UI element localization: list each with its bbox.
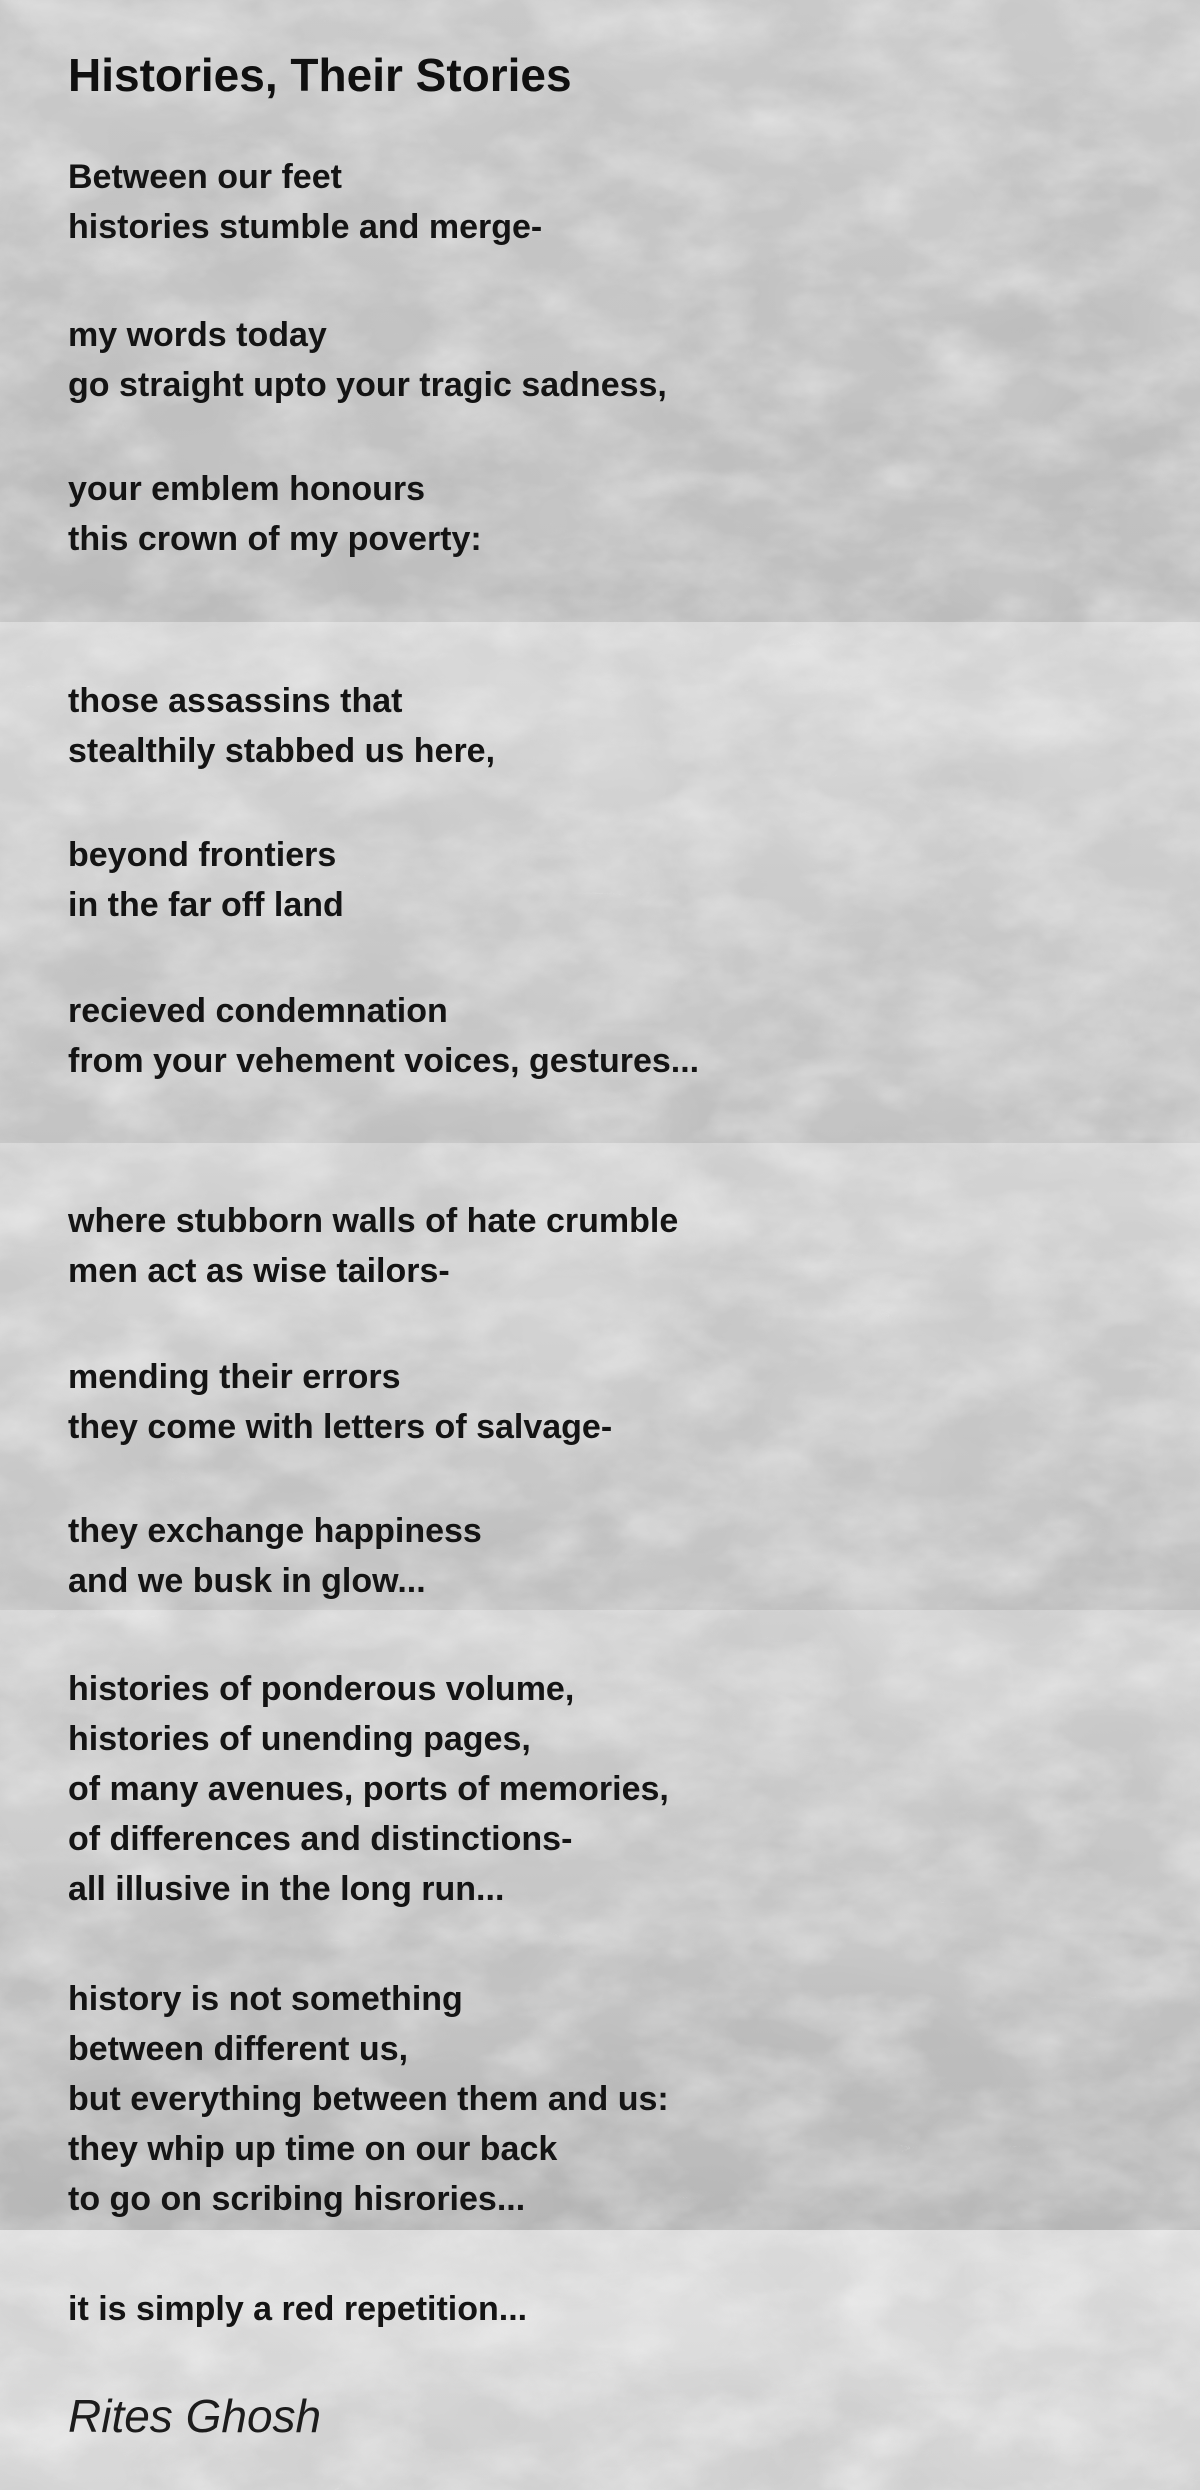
poem-line: this crown of my poverty:: [68, 520, 482, 558]
poem-line: from your vehement voices, gestures...: [68, 1042, 700, 1080]
poem-stanza: [68, 1974, 669, 2224]
poem-line: of many avenues, ports of memories,: [68, 1770, 669, 1808]
poem-line: of differences and distinctions-: [68, 1820, 573, 1858]
poem-line: and we busk in glow...: [68, 1562, 426, 1600]
poem-line: it is simply a red repetition...: [68, 2290, 528, 2328]
poem-title: Histories, Their Stories: [68, 49, 572, 101]
poem-line: histories of ponderous volume,: [68, 1670, 575, 1708]
poem-line: they exchange happiness: [68, 1512, 482, 1550]
poem-line: mending their errors: [68, 1358, 401, 1396]
poem-line: where stubborn walls of hate crumble: [68, 1202, 679, 1240]
poem-line: go straight upto your tragic sadness,: [68, 366, 667, 404]
poem-stanza: [68, 1664, 669, 1914]
poem-line: recieved condemnation: [68, 992, 448, 1030]
poem-stanza: [68, 464, 482, 564]
poem-stanza: [68, 1196, 678, 1296]
poem-line: they come with letters of salvage-: [68, 1408, 613, 1446]
poem-stanza: [68, 310, 667, 410]
poem-stanza: [68, 152, 542, 252]
poem-line: men act as wise tailors-: [68, 1252, 450, 1290]
poem-line: beyond frontiers: [68, 836, 337, 874]
poem-line: those assassins that: [68, 682, 403, 720]
poem-line: Between our feet: [68, 158, 342, 196]
poem-line: histories of unending pages,: [68, 1720, 531, 1758]
poem-line: but everything between them and us:: [68, 2080, 669, 2118]
background-band: [0, 2230, 1200, 2490]
poem-stanza: [68, 1506, 482, 1606]
author-signature: Rites Ghosh: [68, 2390, 322, 2442]
poem-line: they whip up time on our back: [68, 2130, 558, 2168]
poem-line: all illusive in the long run...: [68, 1870, 505, 1908]
poem-line: histories stumble and merge-: [68, 208, 543, 246]
poem-line: stealthily stabbed us here,: [68, 732, 496, 770]
poem-line: between different us,: [68, 2030, 409, 2068]
poem-stanza: [68, 1352, 612, 1452]
poem-line: history is not something: [68, 1980, 463, 2018]
poem-line: to go on scribing hisrories...: [68, 2180, 526, 2218]
poem-stanza: [68, 2284, 527, 2334]
poem-stanza: [68, 830, 344, 930]
poem-line: your emblem honours: [68, 470, 426, 508]
poem-line: in the far off land: [68, 886, 344, 924]
poem-line: my words today: [68, 316, 327, 354]
poem-stanza: [68, 676, 495, 776]
poem-stanza: [68, 986, 699, 1086]
